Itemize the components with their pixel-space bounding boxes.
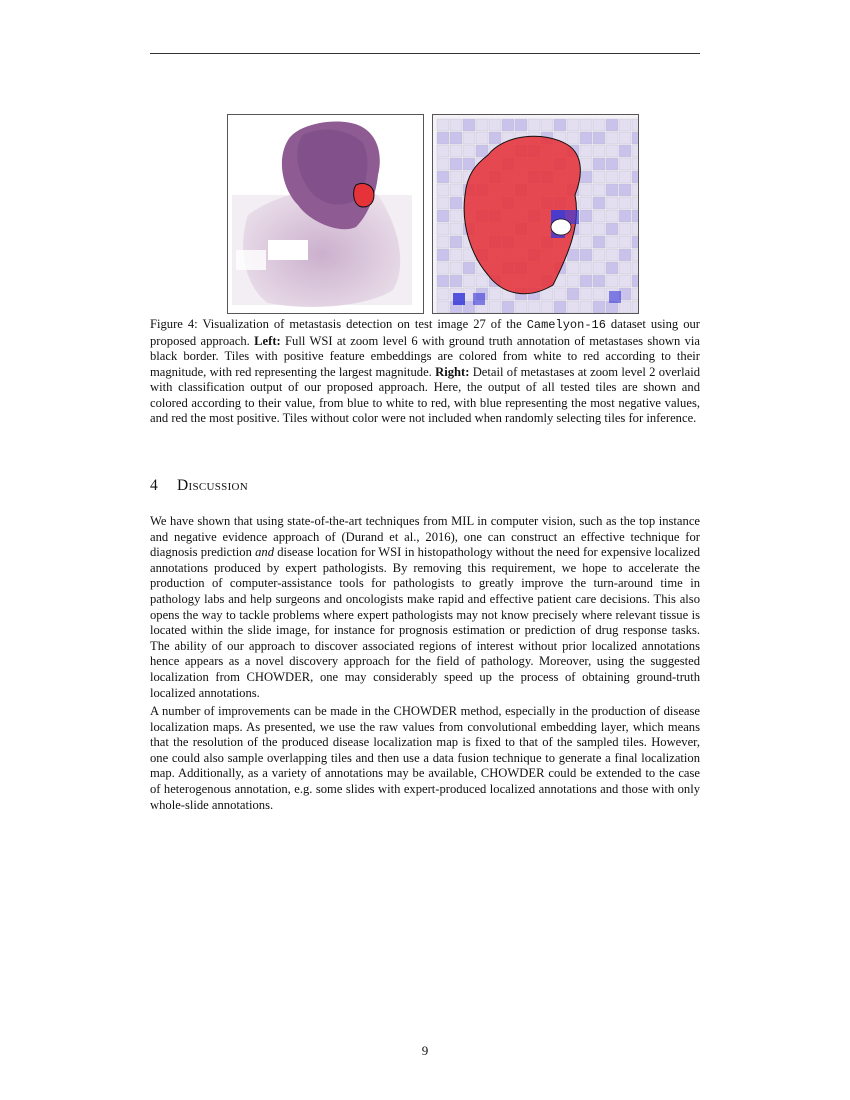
- tile: [437, 249, 449, 261]
- section-heading: [150, 477, 248, 495]
- tile: [606, 145, 618, 157]
- tile: [632, 288, 638, 300]
- tile: [580, 145, 592, 157]
- tile: [554, 301, 566, 313]
- tile: [437, 197, 449, 209]
- tile: [437, 301, 449, 313]
- tile: [606, 158, 618, 170]
- tile: [632, 262, 638, 274]
- tile: [593, 158, 605, 170]
- tile: [606, 262, 618, 274]
- tile: [463, 119, 475, 131]
- caption-dataset-name: Camelyon-16: [526, 318, 606, 332]
- tile: [606, 184, 618, 196]
- section-title: Discussion: [177, 477, 249, 494]
- tile: [632, 223, 638, 235]
- tile: [593, 288, 605, 300]
- tile: [450, 197, 462, 209]
- tile: [580, 119, 592, 131]
- tile: [619, 132, 631, 144]
- page-number: 9: [421, 1043, 429, 1058]
- tile: [606, 210, 618, 222]
- tile: [580, 236, 592, 248]
- header-rule: [150, 53, 700, 54]
- tile: [567, 301, 579, 313]
- figure-4: [227, 114, 699, 314]
- tile: [476, 132, 488, 144]
- tile: [450, 210, 462, 222]
- tile: [437, 145, 449, 157]
- tile: [619, 236, 631, 248]
- tile: [632, 119, 638, 131]
- tile: [528, 119, 540, 131]
- caption-right-label: Right:: [435, 364, 470, 379]
- tile: [593, 275, 605, 287]
- tile: [593, 301, 605, 313]
- tile: [632, 145, 638, 157]
- tile: [619, 158, 631, 170]
- tile: [450, 158, 462, 170]
- tile: [502, 301, 514, 313]
- tile: [580, 301, 592, 313]
- tile: [580, 275, 592, 287]
- tile: [567, 132, 579, 144]
- tile: [489, 119, 501, 131]
- tile: [580, 262, 592, 274]
- tile: [619, 184, 631, 196]
- tile: [593, 249, 605, 261]
- tile: [632, 275, 638, 287]
- tile: [515, 301, 527, 313]
- tile: [619, 145, 631, 157]
- metastasis-detail-panel: [432, 114, 639, 314]
- paragraph-text: disease location for WSI in histopathology without the need for expensive localized annotations produced by expert pathologists. By removing this requirement, we hope to accelerate the production of computer-assistance tools for pathologists to greatly improve the turn-around time in pathology labs and help surgeons and oncologists make rapid and effective patient care decisions. This also opens the way to tackle problems where expert pathologists may not know precisely where relevant tissue is located within the slide image, for instance for prognosis estimation or prediction of drug response tasks. The ability of our approach to discover associated regions of interest without prior localized annotations hence appears as a novel discovery approach for the field of pathology. Moreover, using the suggested localization from CHOWDER, one may considerably speed up the process of obtaining ground-truth localized annotations.: [150, 545, 700, 700]
- caption-text: dataset using our proposed approach.: [150, 317, 700, 348]
- tile: [632, 301, 638, 313]
- tile: [567, 288, 579, 300]
- tile: [567, 119, 579, 131]
- tile: [632, 184, 638, 196]
- figure-caption: [150, 317, 700, 427]
- tile: [606, 223, 618, 235]
- tile: [632, 158, 638, 170]
- tile: [554, 119, 566, 131]
- tile: [437, 262, 449, 274]
- caption-text: Detail of metastases at zoom level 2 overlaid with classification output of our proposed approach. Here, the output of all tested tiles are shown and colored according to their value, from blue to white to red, with blue representing the most negative values, and red the most positive. Tiles without color were not included when randomly selecting tiles for inference.: [150, 364, 700, 425]
- tile: [528, 301, 540, 313]
- tile: [450, 132, 462, 144]
- tile: [437, 223, 449, 235]
- tile: [593, 236, 605, 248]
- tile: [593, 184, 605, 196]
- tile: [450, 275, 462, 287]
- wsi-full-panel: [227, 114, 424, 314]
- tile: [437, 210, 449, 222]
- tile: [606, 171, 618, 183]
- tile: [489, 301, 501, 313]
- tile: [632, 197, 638, 209]
- tile: [632, 171, 638, 183]
- tile: [632, 236, 638, 248]
- tile: [593, 132, 605, 144]
- tile: [606, 132, 618, 144]
- section-number: 4: [150, 477, 158, 494]
- tile: [450, 236, 462, 248]
- tile: [580, 210, 592, 222]
- tile: [541, 119, 553, 131]
- tile: [580, 184, 592, 196]
- tile: [580, 171, 592, 183]
- tile: [593, 210, 605, 222]
- tile: [463, 132, 475, 144]
- tile: [619, 171, 631, 183]
- tile: [593, 197, 605, 209]
- tile: [463, 275, 475, 287]
- tile: [632, 210, 638, 222]
- tile: [450, 145, 462, 157]
- tile: [606, 275, 618, 287]
- caption-text: Full WSI at zoom level 6 with ground truth annotation of metastases shown via black border. Tiles with positive feature embeddings are colored from white to red according to their magnitude, with red representing the largest magnitude.: [150, 333, 700, 379]
- tile: [567, 262, 579, 274]
- tile: [437, 119, 449, 131]
- tile: [580, 158, 592, 170]
- tile: [580, 197, 592, 209]
- caption-text: Figure 4: Visualization of metastasis detection on test image 27 of the: [150, 317, 527, 331]
- tile: [580, 288, 592, 300]
- tile: [593, 171, 605, 183]
- caption-left-label: Left:: [254, 333, 281, 348]
- tile: [580, 223, 592, 235]
- paragraph-text: We have shown that using state-of-the-art techniques from MIL in computer vision, such as the top instance and negative evidence approach of (Durand et al., 2016), one can construct an effective technique for diagnosis prediction: [150, 514, 700, 560]
- tile: [606, 197, 618, 209]
- tile: [450, 249, 462, 261]
- tile: [593, 262, 605, 274]
- tile: [541, 301, 553, 313]
- tile: [606, 249, 618, 261]
- tile: [450, 262, 462, 274]
- tile: [567, 249, 579, 261]
- tile: [606, 119, 618, 131]
- tile: [580, 249, 592, 261]
- tile: [463, 158, 475, 170]
- tile: [450, 223, 462, 235]
- tile: [632, 132, 638, 144]
- tile: [619, 119, 631, 131]
- classification-overlay-image: [433, 115, 638, 313]
- tile: [476, 119, 488, 131]
- discussion-paragraph-1: [150, 514, 700, 701]
- tile: [450, 171, 462, 183]
- tile: [619, 262, 631, 274]
- tile: [554, 288, 566, 300]
- tile: [515, 119, 527, 131]
- tile: [437, 184, 449, 196]
- tile: [476, 145, 488, 157]
- tile: [619, 249, 631, 261]
- paragraph-emphasis: and: [255, 545, 274, 560]
- tile: [437, 171, 449, 183]
- tile: [619, 275, 631, 287]
- tile: [580, 132, 592, 144]
- tile: [606, 236, 618, 248]
- tile: [463, 262, 475, 274]
- tile: [593, 119, 605, 131]
- tile: [450, 119, 462, 131]
- tile: [437, 236, 449, 248]
- tile: [619, 197, 631, 209]
- tile: [593, 145, 605, 157]
- tile: [632, 249, 638, 261]
- tile: [463, 145, 475, 157]
- tile: [593, 223, 605, 235]
- tile: [437, 158, 449, 170]
- tile: [437, 132, 449, 144]
- tile: [567, 275, 579, 287]
- tile: [502, 119, 514, 131]
- tile: [619, 210, 631, 222]
- tile: [619, 223, 631, 235]
- tile: [437, 288, 449, 300]
- tile: [489, 132, 501, 144]
- wsi-full-image: [228, 115, 423, 313]
- tile: [489, 288, 501, 300]
- discussion-paragraph-2: A number of improvements can be made in the CHOWDER method, especially in the production of disease localization maps. As presented, we use the raw values from convolutional embedding layer, which means that the resolution of the produced disease localization map is fixed to that of the sampled tiles. However, one could also sample overlapping tiles and then use a data fusion technique to generate a final localization map. Additionally, as a variety of annotations may be available, CHOWDER could be extended to the case of heterogenous annotation, e.g. some slides with expert-produced localized annotations and those with only whole-slide annotations.: [150, 704, 700, 812]
- tile: [437, 275, 449, 287]
- tile: [450, 184, 462, 196]
- tile: [476, 275, 488, 287]
